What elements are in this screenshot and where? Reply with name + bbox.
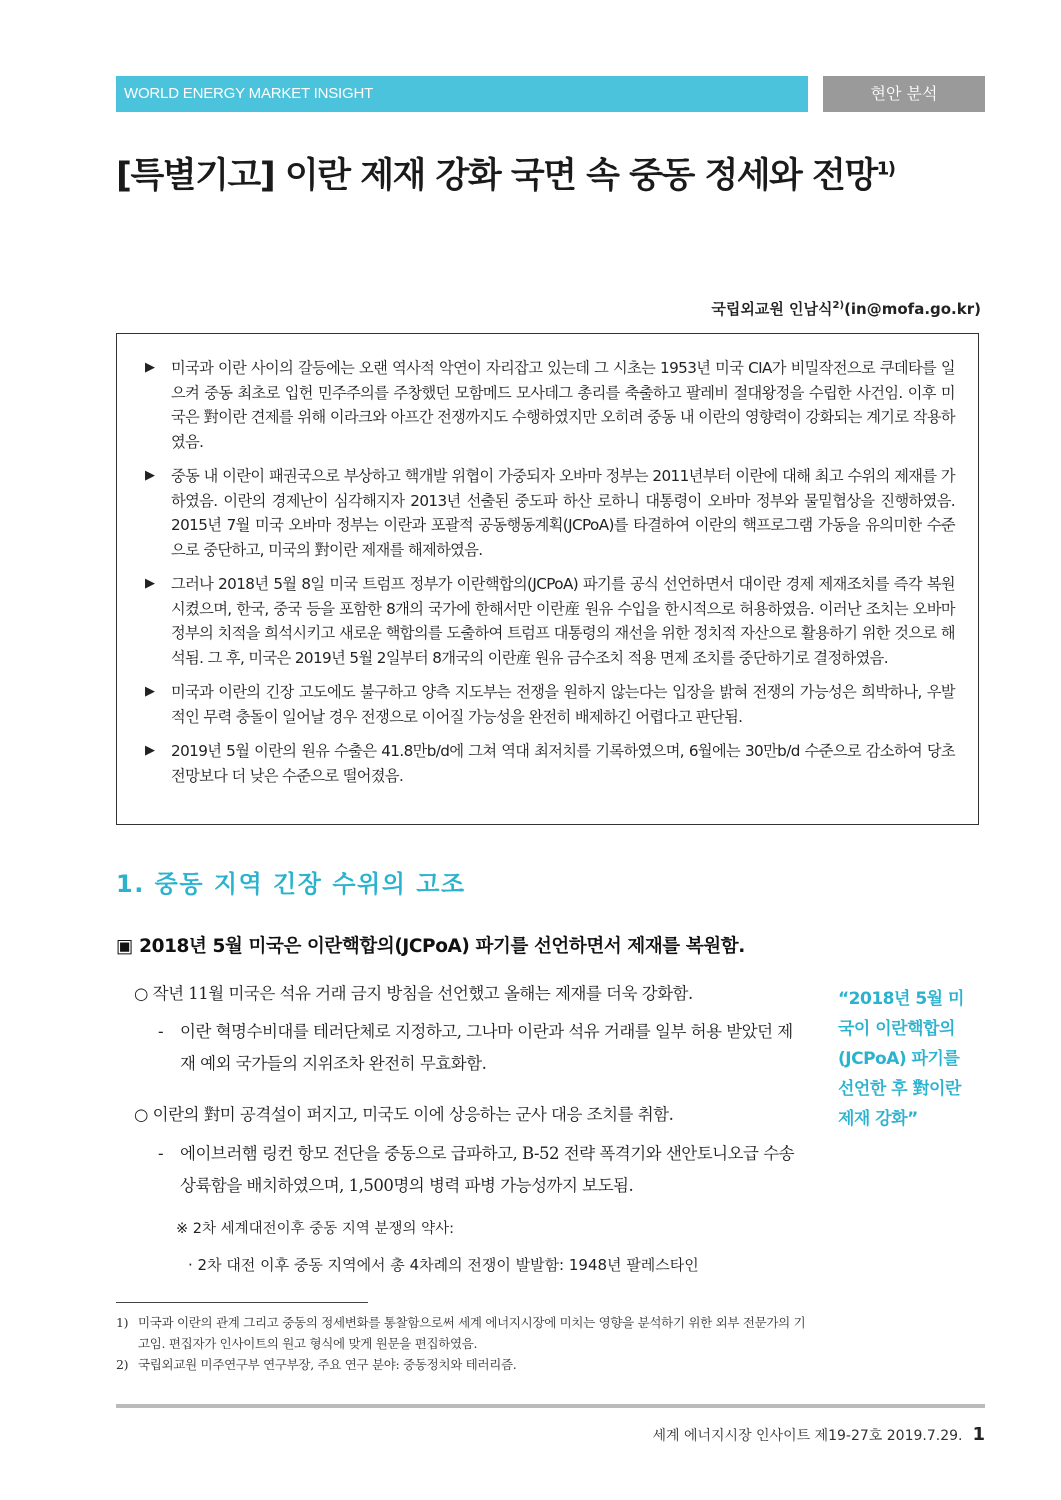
footer-divider — [116, 1404, 985, 1408]
page-number: 1 — [972, 1424, 985, 1445]
title-text: [특별기고] 이란 제재 강화 국면 속 중동 정세와 전망 — [116, 156, 877, 196]
footnote-number: 2) — [116, 1357, 129, 1372]
footnote-text: 미국과 이란의 관계 그리고 중동의 정세변화를 통찰함으로써 세계 에너지시장에 미치는 영향을 분석하기 위한 외부 전문가의 기고임. 편집자가 인사이트의 원고 형식에 맞게 원문을 편집하였음. — [138, 1315, 806, 1351]
footnote — [116, 1354, 816, 1375]
pull-quote: “2018년 5월 미국이 이란핵합의 (JCPoA) 파기를 선언한 후 對이란 제재 강화” — [838, 989, 964, 1129]
summary-text: 미국과 이란의 긴장 고도에도 불구하고 양측 지도부는 전쟁을 원하지 않는다는 입장을 밝혀 전쟁의 가능성은 희박하나, 우발적인 무력 충돌이 일어날 경우 전쟁으로 이어질 가능성을 완전히 배제하긴 어렵다고 판단됨. — [171, 683, 955, 726]
section-heading: 1. 중동 지역 긴장 수위의 고조 — [116, 870, 466, 898]
publication-info: 세계 에너지시장 인사이트 제19-27호 2019.7.29. — [652, 1428, 963, 1444]
header-bar — [116, 76, 808, 112]
paragraph-circle: ○ 작년 11월 미국은 석유 거래 금지 방침을 선언했고 올해는 제재를 더욱 강화함. — [134, 984, 693, 1003]
summary-item — [145, 464, 955, 562]
category-tag — [823, 76, 985, 112]
summary-item — [145, 680, 955, 729]
summary-text: 그러나 2018년 5월 8일 미국 트럼프 정부가 이란핵합의(JCPoA) 파기를 공식 선언하면서 대이란 경제 제재조치를 즉각 복원시켰으며, 한국, 중국 등을 포함한 8개의 국가에 한해서만 이란産 원유 수입을 한시적으로 허용하였음. 이러난 조치는 오바마 정부의 치적을 희석시키고 새로운 핵합의를 도출하여 트럼프 대통령의 재선을 위한 정치적 자산으로 활용하기 위한 것으로 해석됨. 그 후, 미국은 2019년 5월 2일부터 8개국의 이란産 원유 금수조치 적용 면제 조치를 중단하기로 결정하였음. — [171, 575, 955, 667]
triangle-bullet-icon: ▶ — [145, 360, 155, 375]
paragraph-dash — [158, 1138, 808, 1202]
note-heading: ※ 2차 세계대전이후 중동 지역 분쟁의 약사: — [176, 1221, 455, 1237]
page-footer — [652, 1424, 985, 1445]
dash-marker: - — [158, 1144, 164, 1163]
triangle-bullet-icon: ▶ — [145, 576, 155, 591]
summary-item — [145, 356, 955, 454]
dash-marker: - — [158, 1022, 164, 1041]
author-name: 국립외교원 인남식 — [711, 300, 833, 318]
section-subheading: ▣ 2018년 5월 미국은 이란핵합의(JCPoA) 파기를 선언하면서 제재를 복원함. — [116, 936, 745, 957]
title-footnote-ref: 1) — [876, 158, 895, 180]
author-line — [711, 298, 981, 319]
summary-item — [145, 739, 955, 788]
paragraph-dash-text: 이란 혁명수비대를 테러단체로 지정하고, 그나마 이란과 석유 거래를 일부 허용 받았던 제재 예외 국가들의 지위조차 완전히 무효화함. — [180, 1022, 793, 1073]
triangle-bullet-icon: ▶ — [145, 743, 155, 758]
summary-text: 중동 내 이란이 패권국으로 부상하고 핵개발 위협이 가중되자 오바마 정부는 2011년부터 이란에 대해 최고 수위의 제재를 가하였음. 이란의 경제난이 심각해지자 2013년 선출된 중도파 하산 로하니 대통령이 오바마 정부와 물밑협상을 진행하였음. 2015년 7월 미국 오바마 정부는 이란과 포괄적 공동행동계획(JCPoA)를 타결하여 이란의 핵프로그램 가동을 유의미한 수준으로 중단하고, 미국의 對이란 제재를 해제하였음. — [171, 467, 955, 559]
footnote-divider — [116, 1302, 368, 1303]
footnote — [116, 1312, 816, 1354]
footnote-number: 1) — [116, 1315, 129, 1330]
note-item: · 2차 대전 이후 중동 지역에서 총 4차례의 전쟁이 발발함: 1948년 팔레스타인 — [188, 1256, 699, 1274]
paragraph-dash-text: 에이브러햄 링컨 항모 전단을 중동으로 급파하고, B-52 전략 폭격기와 샌안토니오급 수송상륙함을 배치하였으며, 1,500명의 병력 파병 가능성까지 보도됨. — [180, 1144, 795, 1195]
paragraph-dash — [158, 1016, 808, 1080]
page-title — [116, 148, 1016, 198]
author-email: (in@mofa.go.kr) — [844, 300, 981, 318]
summary-text: 미국과 이란 사이의 갈등에는 오랜 역사적 악연이 자리잡고 있는데 그 시초는 1953년 미국 CIA가 비밀작전으로 쿠데타를 일으켜 중동 최초로 입헌 민주주의를 주창했던 모함메드 모사데그 총리를 축출하고 팔레비 절대왕정을 수립한 사건임. 이후 미국은 對이란 견제를 위해 이라크와 아프간 전쟁까지도 수행하였지만 오히려 중동 내 이란의 영향력이 강화되는 계기로 작용하였음. — [171, 359, 955, 451]
category-label: 현안 분석 — [870, 84, 938, 103]
author-footnote-ref: 2) — [832, 300, 845, 311]
summary-list — [145, 356, 955, 798]
summary-item — [145, 572, 955, 670]
footnote-text: 국립외교원 미주연구부 연구부장, 주요 연구 분야: 중동정치와 테러리즘. — [138, 1357, 517, 1372]
summary-box — [116, 333, 979, 825]
triangle-bullet-icon: ▶ — [145, 468, 155, 483]
paragraph-circle: ○ 이란의 對미 공격설이 퍼지고, 미국도 이에 상응하는 군사 대응 조치를 취함. — [134, 1105, 674, 1124]
summary-text: 2019년 5월 이란의 원유 수출은 41.8만b/d에 그쳐 역대 최저치를 기록하였으며, 6월에는 30만b/d 수준으로 감소하여 당초 전망보다 더 낮은 수준으로 떨어졌음. — [171, 742, 955, 785]
triangle-bullet-icon: ▶ — [145, 684, 155, 699]
series-name: WORLD ENERGY MARKET INSIGHT — [124, 85, 374, 102]
footnotes — [116, 1312, 816, 1375]
